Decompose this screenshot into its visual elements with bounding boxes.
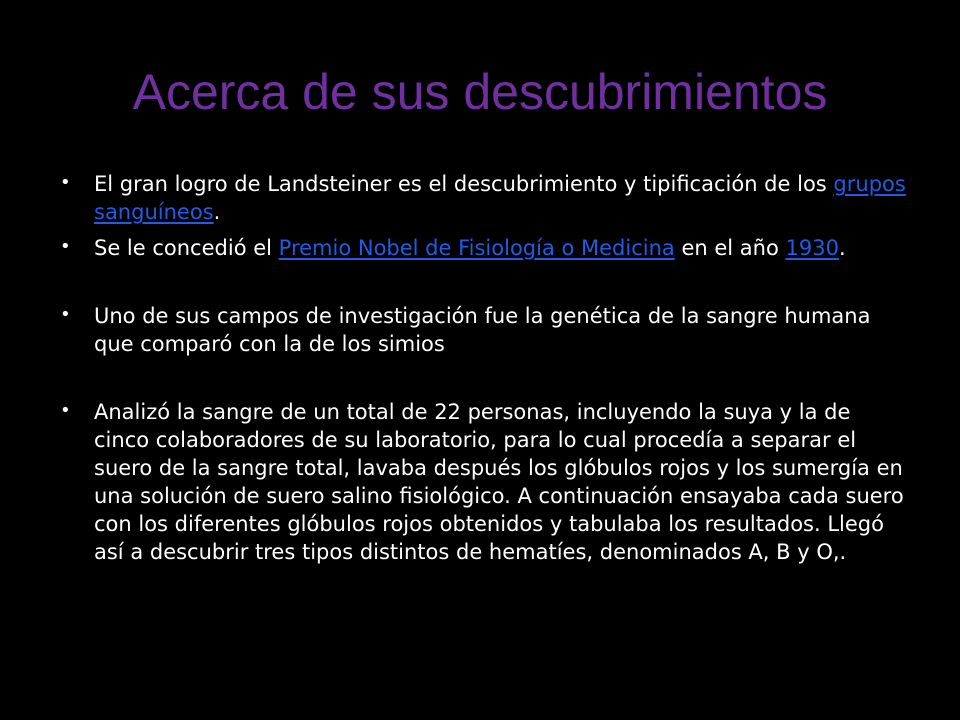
bullet-icon: • [60, 400, 71, 421]
bullet-item [58, 398, 908, 566]
bullet-item [58, 170, 908, 226]
link-grupos-sanguineos[interactable]: grupos sanguíneos [94, 172, 906, 224]
bullet-icon: • [60, 172, 71, 193]
link-1930[interactable]: 1930 [785, 236, 839, 260]
bullet-text: Analizó la sangre de un total de 22 personas, incluyendo la suya y la de cinco colaboradores de su laboratorio, para lo cual procedía a separar el suero de la sangre total, lavaba después los glóbulos rojos y los sumergía en una solución de suero salino fisiológico. A continuación ensayaba cada suero con los diferentes glóbulos rojos obtenidos y tabulaba los resultados. Llegó así a descubrir tres tipos distintos de hematíes, denominados A, B y O,. [94, 400, 904, 564]
bullet-text: El gran logro de Landsteiner es el descubrimiento y tipificación de los [94, 172, 834, 196]
bullet-text-end: . [213, 200, 221, 224]
bullet-item [58, 234, 908, 262]
bullet-text: Uno de sus campos de investigación fue la genética de la sangre humana que comparó con la de los simios [94, 304, 871, 356]
bullet-text-end: . [838, 236, 846, 260]
link-premio-nobel[interactable]: Premio Nobel de Fisiología o Medicina [278, 236, 675, 260]
bullet-icon: • [60, 304, 71, 325]
bullet-icon: • [60, 236, 71, 257]
bullet-text-middle: en el año [674, 236, 786, 260]
slide-title: Acerca de sus descubrimientos [132, 64, 828, 120]
bullet-list [58, 170, 908, 566]
bullet-text: Se le concedió el [94, 236, 279, 260]
bullet-item [58, 302, 908, 358]
